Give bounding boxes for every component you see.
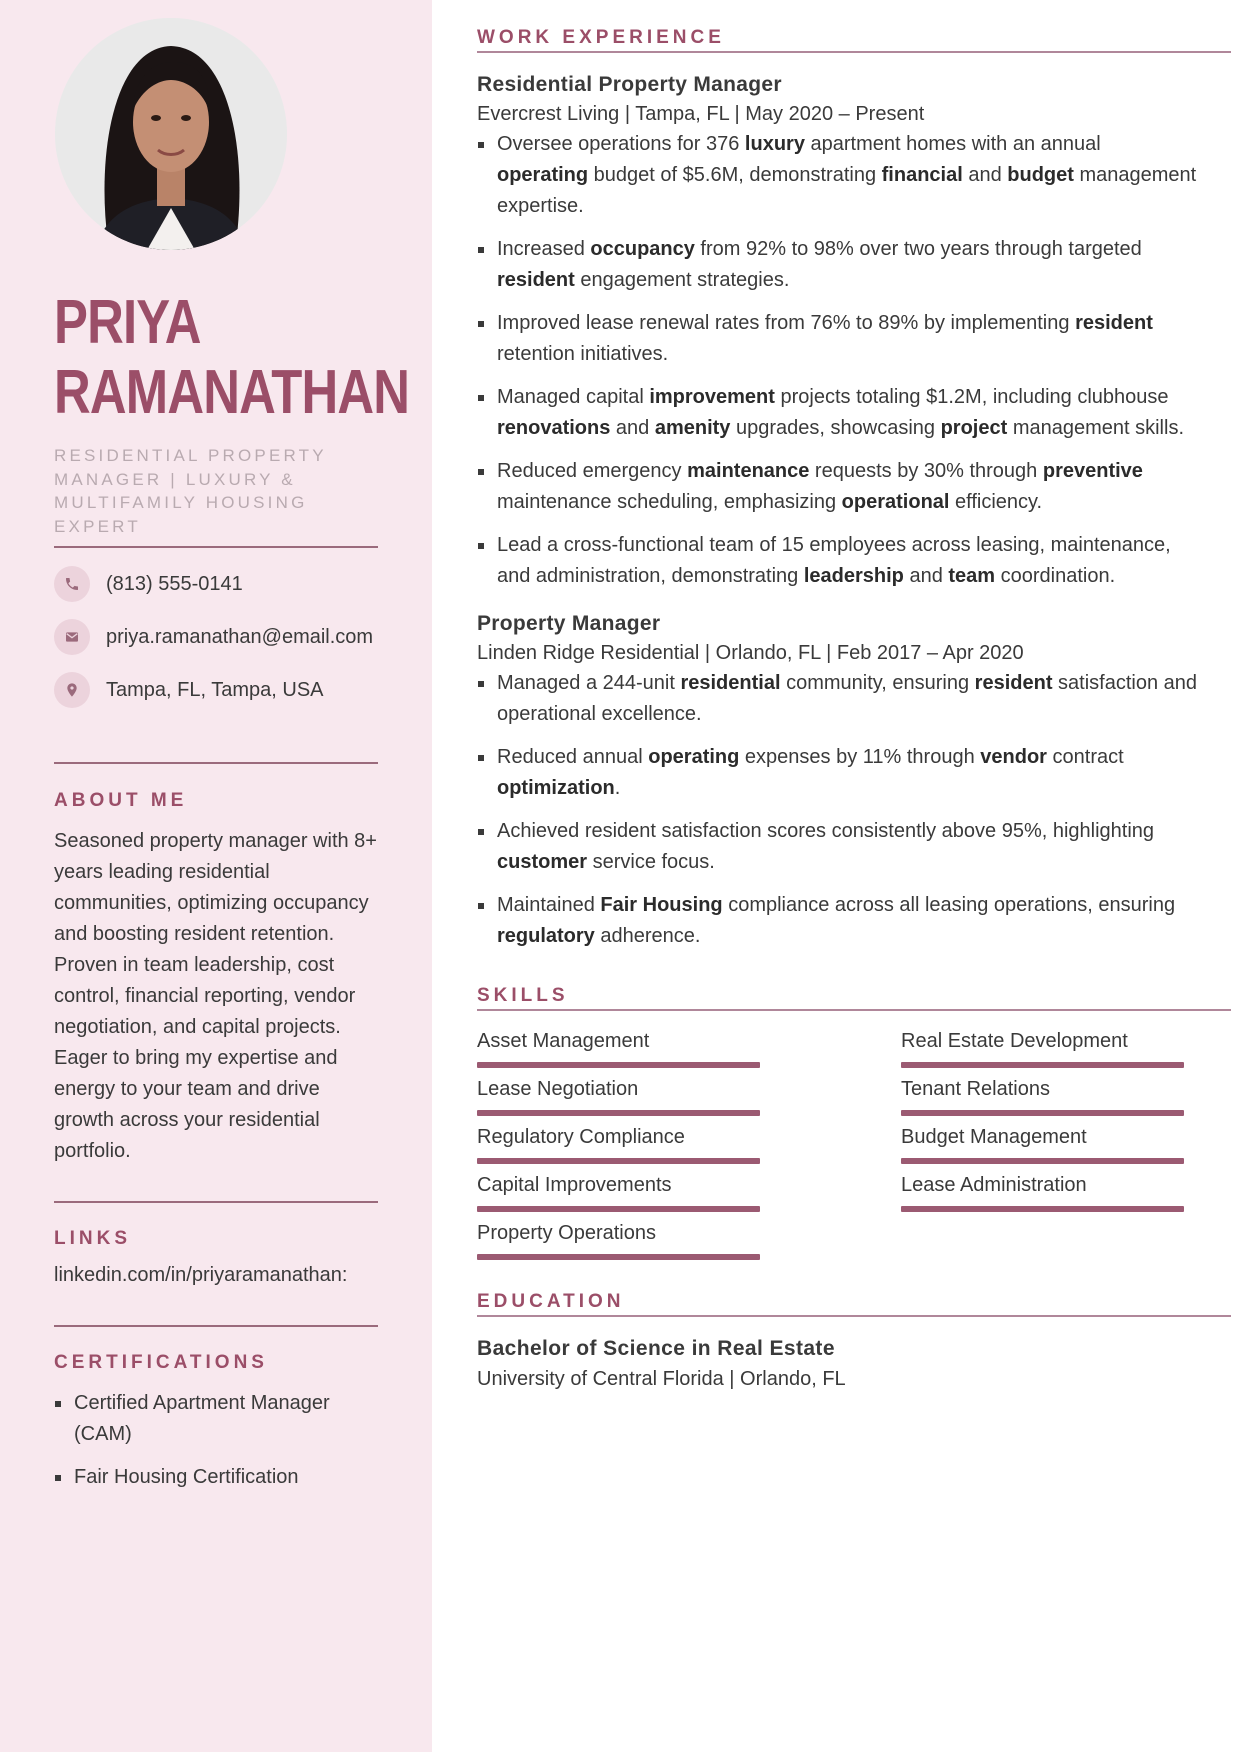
list-item: Certified Apartment Manager (CAM) [54, 1388, 384, 1450]
job-bullets [477, 129, 1197, 604]
keyword: resident [1075, 312, 1153, 334]
skill-item [477, 1026, 760, 1068]
skill-name: Real Estate Development [901, 1030, 1128, 1052]
bullet-item: Improved lease renewal rates from 76% to 89% by implementing resident retention initiatives. [477, 308, 1197, 370]
mail-icon [54, 619, 90, 655]
last-name: RAMANATHAN [54, 358, 410, 427]
skill-name: Asset Management [477, 1030, 650, 1052]
keyword: occupancy [590, 238, 695, 260]
certifications-list [54, 1388, 384, 1505]
location-text: Tampa, FL, Tampa, USA [106, 678, 324, 701]
skill-item [901, 1122, 1184, 1164]
keyword: team [948, 565, 996, 587]
bullet-item: Reduced annual operating expenses by 11% through vendor contract optimization. [477, 742, 1197, 804]
bullet-item: Managed a 244-unit residential community, ensuring resident satisfaction and operational excellence. [477, 668, 1197, 730]
first-name: PRIYA [54, 288, 201, 357]
bullet-item: Maintained Fair Housing compliance across all leasing operations, ensuring regulatory adherence. [477, 890, 1197, 952]
keyword: luxury [744, 133, 805, 155]
divider [477, 51, 1231, 53]
keyword: regulatory [497, 925, 595, 947]
bullet-item: Increased occupancy from 92% to 98% over two years through targeted resident engagement strategies. [477, 234, 1197, 296]
skill-bar [477, 1158, 760, 1164]
email-address[interactable]: priya.ramanathan@email.com [106, 625, 374, 648]
skill-bar [477, 1206, 760, 1212]
divider [54, 762, 378, 764]
candidate-name [54, 288, 410, 428]
certifications-heading: CERTIFICATIONS [54, 1352, 268, 1373]
sidebar [0, 0, 432, 1752]
divider [54, 546, 378, 548]
skill-bar [477, 1110, 760, 1116]
skill-bar [901, 1110, 1184, 1116]
skill-name: Capital Improvements [477, 1174, 672, 1196]
keyword: operational [841, 491, 950, 513]
keyword: renovations [497, 417, 611, 439]
keyword: operating [648, 746, 740, 768]
keyword: budget [1007, 164, 1074, 186]
keyword: project [940, 417, 1008, 439]
keyword: resident [497, 269, 575, 291]
job-title: Property Manager [477, 612, 661, 635]
skill-item [477, 1218, 760, 1260]
skill-name: Regulatory Compliance [477, 1126, 685, 1148]
skill-item [477, 1170, 760, 1212]
about-heading: ABOUT ME [54, 790, 188, 811]
skill-item [901, 1074, 1184, 1116]
skills-heading: SKILLS [477, 985, 569, 1006]
keyword: resident [974, 672, 1053, 694]
skill-item [901, 1026, 1184, 1068]
divider [54, 1325, 378, 1327]
profile-photo [55, 18, 287, 250]
bullet-item: Oversee operations for 376 luxury apartment homes with an annual operating budget of $5.6M, demonstrating financial and budget management expertise. [477, 129, 1197, 222]
phone-icon [54, 566, 90, 602]
divider [477, 1009, 1231, 1011]
skill-name: Property Operations [477, 1222, 656, 1244]
keyword: amenity [654, 417, 731, 439]
skill-name: Budget Management [901, 1126, 1087, 1148]
skill-bar [477, 1254, 760, 1260]
skill-item [477, 1074, 760, 1116]
about-text: Seasoned property manager with 8+ years leading residential communities, optimizing occupancy and boosting resident retention. Proven in team leadership, cost control, financial reporting, vendor negotiation, and capital projects. Eager to bring my expertise and energy to your team and drive growth across your residential portfolio. [54, 830, 377, 1162]
keyword: optimization [497, 777, 615, 799]
professional-title: RESIDENTIAL PROPERTY MANAGER | LUXURY & MULTIFAMILY HOUSING EXPERT [54, 446, 327, 536]
skill-item [477, 1122, 760, 1164]
skill-item [901, 1170, 1184, 1212]
skill-name: Lease Negotiation [477, 1078, 639, 1100]
job-title: Residential Property Manager [477, 73, 782, 96]
keyword: improvement [649, 386, 775, 408]
skill-bar [901, 1158, 1184, 1164]
skill-bar [901, 1206, 1184, 1212]
contact-phone [54, 566, 243, 602]
bullet-item: Reduced emergency maintenance requests by 30% through preventive maintenance scheduling, emphasizing operational efficiency. [477, 456, 1197, 518]
list-item: Fair Housing Certification [54, 1462, 384, 1493]
skill-name: Tenant Relations [901, 1078, 1050, 1100]
keyword: Fair Housing [600, 894, 723, 916]
phone-number[interactable]: (813) 555-0141 [106, 572, 243, 595]
skill-name: Lease Administration [901, 1174, 1087, 1196]
job-meta: Evercrest Living | Tampa, FL | May 2020 – Present [477, 103, 925, 125]
skill-bar [901, 1062, 1184, 1068]
degree: Bachelor of Science in Real Estate [477, 1337, 835, 1360]
bullet-item: Lead a cross-functional team of 15 employees across leasing, maintenance, and administration, demonstrating leadership and team coordination. [477, 530, 1197, 592]
keyword: financial [881, 164, 963, 186]
keyword: leadership [803, 565, 904, 587]
contact-email [54, 619, 373, 655]
job-meta: Linden Ridge Residential | Orlando, FL | Feb 2017 – Apr 2020 [477, 642, 1024, 664]
map-pin-icon [54, 672, 90, 708]
keyword: customer [497, 851, 588, 873]
bullet-item: Managed capital improvement projects totaling $1.2M, including clubhouse renovations and amenity upgrades, showcasing project management skills. [477, 382, 1197, 444]
education-heading: EDUCATION [477, 1291, 625, 1312]
keyword: preventive [1042, 460, 1143, 482]
linkedin-link[interactable]: linkedin.com/in/priyaramanathan: [54, 1264, 348, 1286]
work-experience-heading: WORK EXPERIENCE [477, 27, 725, 48]
keyword: operating [497, 164, 589, 186]
skill-bar [477, 1062, 760, 1068]
keyword: maintenance [687, 460, 810, 482]
keyword: vendor [980, 746, 1047, 768]
divider [477, 1315, 1231, 1317]
school: University of Central Florida | Orlando, FL [477, 1368, 846, 1390]
keyword: residential [680, 672, 781, 694]
job-bullets [477, 668, 1197, 964]
bullet-item: Achieved resident satisfaction scores consistently above 95%, highlighting customer service focus. [477, 816, 1197, 878]
links-heading: LINKS [54, 1228, 131, 1249]
divider [54, 1201, 378, 1203]
contact-location [54, 672, 324, 708]
